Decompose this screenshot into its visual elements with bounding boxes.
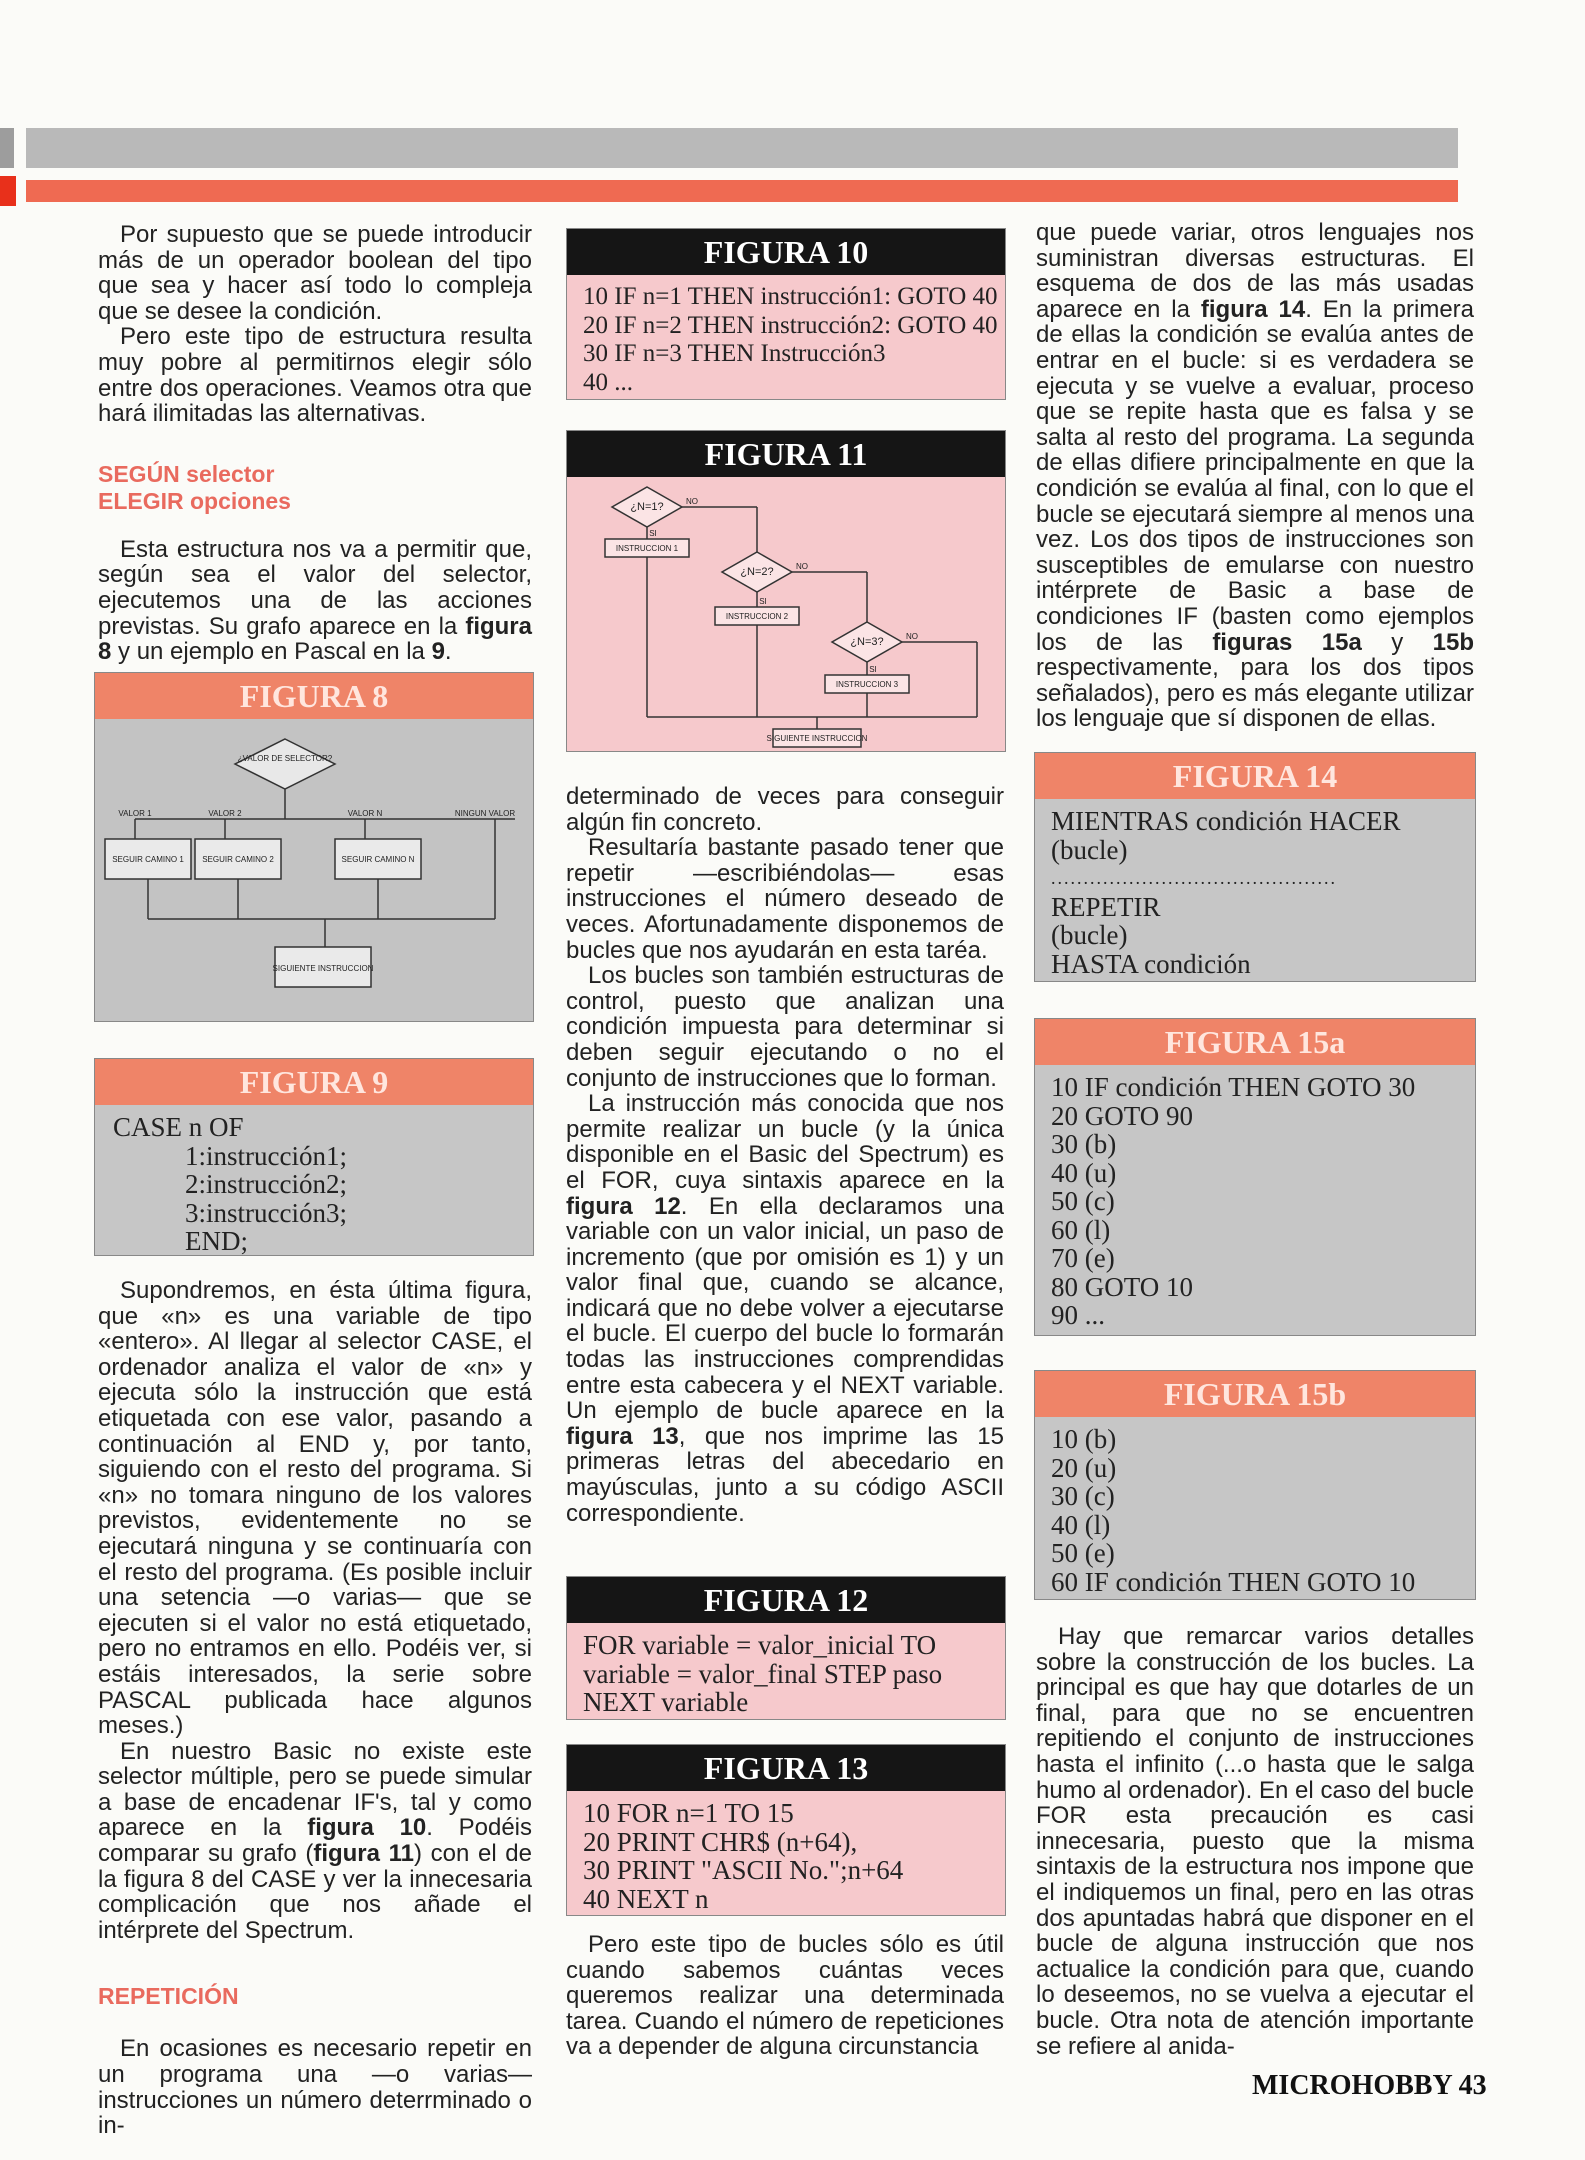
figure-15a-line: 40 (u) bbox=[1051, 1157, 1117, 1188]
figure-12 bbox=[566, 1576, 1006, 1720]
figure-9 bbox=[94, 1058, 534, 1256]
figure-13-title: FIGURA 13 bbox=[567, 1745, 1005, 1791]
no-label: NO bbox=[906, 632, 918, 641]
col2-paragraph-1: determinado de veces para conseguir algún fin concreto. bbox=[566, 783, 1004, 836]
heading-segun-selector: SEGÚN selector bbox=[98, 460, 275, 487]
column-1 bbox=[98, 222, 532, 665]
figure-12-line: NEXT variable bbox=[583, 1687, 749, 1717]
figure-15a-line: 10 IF condición THEN GOTO 30 bbox=[1051, 1072, 1416, 1102]
figure-14-line: (bucle) bbox=[1051, 834, 1128, 865]
figure-15b-line: 20 (u) bbox=[1051, 1452, 1117, 1483]
si-label: SI bbox=[759, 597, 767, 606]
figure-14-title: FIGURA 14 bbox=[1035, 753, 1475, 799]
value-2-label: VALOR 2 bbox=[208, 809, 242, 818]
col2-paragraph-4: La instrucción más conocida que nos permite realizar un bucle (y la única disponible en el Basic del Spectrum) es el FOR, cuya sintaxis aparece en la figura 12. En ella declaramos una variable con un valor inicial, un paso de incremento (que por omisión es 1) y un valor final que, cuando se alcance, indicará que no debe volver a ejecutarse el bucle. El cuerpo del bucle lo formarán todas las instrucciones comprendidas entre esta cabecera y el NEXT variable. Un ejemplo de bucle aparece en la figura 13, que nos imprime las 15 primeras letras del abecedario en mayúsculas, junto a su código ASCII correspondiente. bbox=[566, 1090, 1004, 1527]
selector-label: ¿VALOR DE SELECTOR? bbox=[237, 754, 333, 763]
figure-15a-line: 60 (l) bbox=[1051, 1214, 1111, 1245]
figure-15a-line: 80 GOTO 10 bbox=[1051, 1271, 1194, 1302]
figure-8-title: FIGURA 8 bbox=[95, 673, 533, 719]
figure-10-line: 20 IF n=2 THEN instrucción2: GOTO 40 bbox=[583, 311, 998, 339]
figure-15b-line: 60 IF condición THEN GOTO 10 bbox=[1051, 1566, 1416, 1597]
figure-14-line: HASTA condición bbox=[1051, 948, 1251, 979]
figure-9-line: 1:instrucción1; bbox=[185, 1140, 347, 1171]
col2-paragraph-3: Los bucles son también estructuras de control, puesto que analizan una condición impuesta para determinar si deben seguir ejecutando o no el conjunto de instrucciones que lo forman. bbox=[566, 962, 1004, 1092]
col1-paragraph-2: Pero este tipo de estructura resulta muy pobre al permitirnos elegir sólo entre dos operaciones. Veamos otra que hará ilimitadas las alternativas. bbox=[98, 323, 532, 428]
si-label: SI bbox=[649, 529, 657, 538]
figure-9-title: FIGURA 9 bbox=[95, 1059, 533, 1105]
figure-11-flowchart bbox=[567, 477, 1005, 751]
figure-13-line: 30 PRINT "ASCII No.";n+64 bbox=[583, 1855, 904, 1885]
edge-grey-mark bbox=[0, 128, 14, 168]
heading-repeticion: REPETICIÓN bbox=[98, 1983, 239, 2010]
figure-10-line: 40 ... bbox=[583, 368, 633, 396]
camino-2-label: SEGUIR CAMINO 2 bbox=[202, 855, 274, 864]
instruction-1-label: INSTRUCCION 1 bbox=[615, 544, 679, 553]
heading-elegir-opciones: ELEGIR opciones bbox=[98, 487, 291, 514]
figure-10-line: 10 IF n=1 THEN instrucción1: GOTO 40 bbox=[583, 283, 998, 310]
edge-red-mark bbox=[0, 176, 16, 206]
header-red-bar bbox=[26, 180, 1458, 202]
col1-paragraph-1: Por supuesto que se puede introducir más de un operador boolean del tipo que sea y hacer así todo lo compleja que se desee la condición. bbox=[98, 221, 532, 325]
figure-15b-title: FIGURA 15b bbox=[1035, 1371, 1475, 1417]
figure-15b-line: 30 (c) bbox=[1051, 1481, 1115, 1511]
figure-15b-line: 10 (b) bbox=[1051, 1424, 1117, 1454]
figure-15b bbox=[1034, 1370, 1476, 1600]
figure-15a-line: 20 GOTO 90 bbox=[1051, 1100, 1194, 1131]
figure-14-line: (bucle) bbox=[1051, 920, 1128, 950]
selector-diamond bbox=[235, 739, 335, 789]
figure-8 bbox=[94, 672, 534, 1022]
figure-15a-line: 30 (b) bbox=[1051, 1129, 1117, 1159]
figure-15a-line: 50 (c) bbox=[1051, 1186, 1115, 1216]
figure-9-line: CASE n OF bbox=[113, 1112, 244, 1142]
column-2 bbox=[566, 784, 1004, 1526]
figure-10-line: 30 IF n=3 THEN Instrucción3 bbox=[583, 340, 886, 367]
figure-15a-title: FIGURA 15a bbox=[1035, 1019, 1475, 1065]
figure-13 bbox=[566, 1744, 1006, 1916]
figure-12-line: variable = valor_final STEP paso bbox=[583, 1658, 943, 1689]
no-value-label: NINGUN VALOR bbox=[454, 809, 516, 818]
figure-14 bbox=[1034, 752, 1476, 982]
no-label: NO bbox=[796, 562, 808, 571]
figure-14-line: REPETIR bbox=[1051, 891, 1161, 922]
figure-11-title: FIGURA 11 bbox=[567, 431, 1005, 477]
figure-15b-line: 40 (l) bbox=[1051, 1509, 1111, 1540]
instruction-3-label: INSTRUCCION 3 bbox=[835, 680, 899, 689]
next-instruction-label: SIGUIENTE INSTRUCCION bbox=[766, 734, 868, 743]
figure-13-line: 40 NEXT n bbox=[583, 1883, 709, 1914]
camino-1-label: SEGUIR CAMINO 1 bbox=[112, 855, 184, 864]
question-n3: ¿N=3? bbox=[850, 636, 884, 648]
col1-paragraph-6: En ocasiones es necesario repetir en un programa una —o varias— instrucciones un número deterrminado o in- bbox=[98, 2035, 532, 2140]
figure-14-dots: ............................................ bbox=[1051, 868, 1337, 888]
column-2-bottom bbox=[566, 1932, 1004, 2060]
col1-paragraph-3: Esta estructura nos va a permitir que, según sea el valor del selector, ejecutemos una de las acciones previstas. Su grafo aparece en la figura 8 y un ejemplo en Pascal en la 9. bbox=[98, 535, 532, 666]
col1-paragraph-5: En nuestro Basic no existe este selector múltiple, pero se puede simular a base de encadenar IF's, tal y como aparece en la figura 10. Podéis comparar su grafo (figura 11) con el de la figura 8 del CASE y ver la innecesaria complicación que nos añade el intérprete del Spectrum. bbox=[98, 1737, 533, 1944]
no-label: NO bbox=[686, 497, 698, 506]
col3-paragraph-2: Hay que remarcar varios detalles sobre la construcción de los bucles. La principal es que hay que dotarles de un final, para que no se encuentren repitiendo el conjunto de instrucciones hasta el infinito (...o hasta que le salga humo al ordenador). En el caso del bucle FOR esta precaución es casi innecesaria, puesto que la misma sintaxis de la estructura nos impone que el indiquemos un final, pero en las otras dos apuntadas habrá que disponer en el bucle de alguna instrucción que nos actualice la condición para que, cuando lo deseemos, no se vuelva a ejecutar el bucle. Otra nota de atención importante se refiere al anida- bbox=[1036, 1623, 1474, 2060]
column-3 bbox=[1036, 220, 1474, 732]
instruction-2-label: INSTRUCCION 2 bbox=[725, 612, 789, 621]
figure-15b-line: 50 (e) bbox=[1051, 1538, 1115, 1568]
column-1-bottom bbox=[98, 1278, 532, 2139]
figure-14-line: MIENTRAS condición HACER bbox=[1051, 806, 1401, 836]
figure-12-line: FOR variable = valor_inicial TO bbox=[583, 1630, 937, 1660]
figure-9-line: 3:instrucción3; bbox=[185, 1197, 347, 1228]
next-instruction-label: SIGUIENTE INSTRUCCION bbox=[272, 964, 374, 973]
column-3-bottom bbox=[1036, 1624, 1474, 2059]
header-grey-bar bbox=[26, 128, 1458, 168]
col3-paragraph-1: que puede variar, otros lenguajes nos suministran diversas estructuras. El esquema de dos de las más usadas aparece en la figura 14. En la primera de ellas la condición se evalúa antes de entrar en el bucle: si es verdadera se ejecuta y se vuelve a evaluar, proceso que se repite hasta que es falsa y se salta al resto del programa. La segunda de ellas difiere principalmente en que la condición se evalúa al final, con lo que el bucle se ejecutará siempre al menos una vez. Los dos tipos de instrucciones son susceptibles de emularse con nuestro intérprete de Basic a base de condiciones IF (basten como ejemplos los de las figuras 15a y 15b respectivamente, para los dos tipos señalados), pero es más elegante utilizar los lenguaje que sí disponen de ellas. bbox=[1036, 219, 1475, 733]
figure-9-line: 2:instrucción2; bbox=[185, 1169, 347, 1199]
figure-12-title: FIGURA 12 bbox=[567, 1577, 1005, 1623]
figure-9-line: END; bbox=[185, 1226, 248, 1256]
figure-8-flowchart bbox=[95, 719, 533, 1021]
figure-13-line: 20 PRINT CHR$ (n+64), bbox=[583, 1826, 858, 1857]
figure-15a bbox=[1034, 1018, 1476, 1336]
value-1-label: VALOR 1 bbox=[118, 809, 152, 818]
col1-paragraph-4: Supondremos, en ésta última figura, que «n» es una variable de tipo «entero». Al llegar al selector CASE, el ordenador analiza el valor de «n» y ejecuta sólo la instrucción que está etiquetada con ese valor, pasando a continuación al END y, por tanto, siguiendo con el resto del programa. Si «n» no tomara ninguno de los valores previstos, evidentemente no se ejecutará ninguna y se continuaría con el resto del programa. (Es posible incluir una setencia —o varias— que se ejecuten si el valor no está etiquetado, pero no entramos en ello. Podéis ver, si estáis interesados, la serie sobre PASCAL publicada hace algunos meses.) bbox=[98, 1277, 532, 1740]
question-n1: ¿N=1? bbox=[630, 501, 664, 513]
question-n2: ¿N=2? bbox=[740, 566, 774, 578]
figure-13-line: 10 FOR n=1 TO 15 bbox=[583, 1798, 794, 1828]
col2-paragraph-5: Pero este tipo de bucles sólo es útil cuando sabemos cuántas veces queremos realizar una determinada tarea. Cuando el número de repeticiones va a depender de alguna circunstancia bbox=[566, 1931, 1004, 2061]
camino-n-label: SEGUIR CAMINO N bbox=[341, 855, 415, 864]
figure-10-title: FIGURA 10 bbox=[567, 229, 1005, 275]
page-footer: MICROHOBBY 43 bbox=[1252, 2070, 1487, 2101]
value-n-label: VALOR N bbox=[347, 809, 383, 818]
figure-15a-line: 70 (e) bbox=[1051, 1243, 1115, 1273]
figure-10 bbox=[566, 228, 1006, 400]
figure-15a-line: 90 ... bbox=[1051, 1300, 1105, 1330]
si-label: SI bbox=[869, 665, 877, 674]
col2-paragraph-2: Resultaría bastante pasado tener que repetir —escribiéndolas— esas instrucciones el número deseado de veces. Afortunadamente disponemos de bucles que nos ayudarán en esta taréa. bbox=[566, 834, 1004, 964]
figure-11 bbox=[566, 430, 1006, 752]
